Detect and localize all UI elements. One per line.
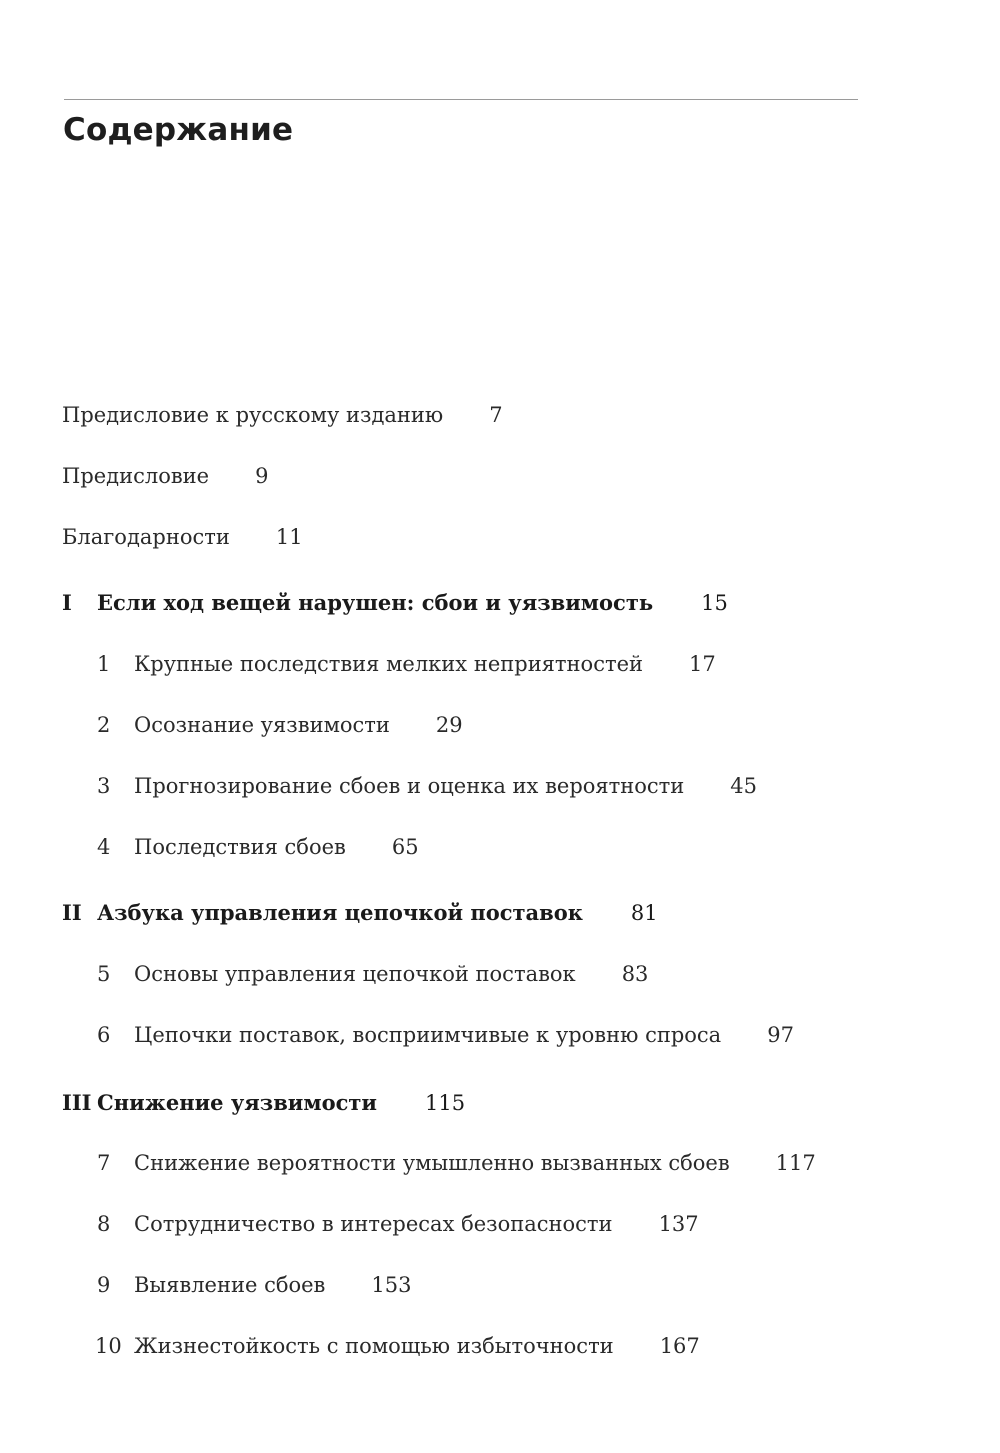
toc-part-page: 115 [425, 1091, 466, 1115]
toc-chapter-number: 1 [97, 652, 111, 676]
toc-chapter-page: 65 [391, 835, 419, 859]
toc-chapter-6[interactable] [97, 1021, 794, 1049]
toc-chapter-10[interactable] [95, 1332, 700, 1360]
toc-part-title: Если ход вещей нарушен: сбои и уязвимость [97, 590, 654, 615]
toc-chapter-page: 45 [730, 774, 758, 798]
toc-chapter-page: 97 [767, 1023, 794, 1047]
toc-chapter-page: 153 [371, 1273, 412, 1297]
toc-chapter-page: 17 [689, 652, 716, 676]
toc-entry-page: 9 [255, 464, 269, 488]
toc-chapter-number: 10 [95, 1334, 122, 1358]
toc-chapter-page: 137 [658, 1212, 699, 1236]
toc-chapter-7[interactable] [97, 1149, 816, 1177]
toc-part-number: II [62, 900, 82, 925]
toc-entry-page: 11 [275, 525, 303, 549]
toc-chapter-number: 6 [97, 1023, 111, 1047]
toc-chapter-4[interactable] [97, 833, 419, 861]
toc-part-title: Азбука управления цепочкой поставок [97, 900, 583, 925]
toc-part-title: Снижение уязвимости [97, 1090, 377, 1115]
toc-chapter-number: 4 [97, 835, 111, 859]
toc-entry-foreword[interactable] [62, 462, 268, 490]
toc-chapter-title: Выявление сбоев [134, 1273, 326, 1297]
toc-chapter-title: Осознание уязвимости [134, 713, 390, 737]
toc-part-1[interactable] [62, 589, 728, 617]
toc-part-number: I [62, 590, 72, 615]
toc-chapter-number: 9 [97, 1273, 111, 1297]
toc-part-3[interactable] [62, 1089, 466, 1117]
top-rule [64, 99, 858, 100]
toc-chapter-title: Сотрудничество в интересах безопасности [134, 1212, 613, 1236]
toc-chapter-title: Основы управления цепочкой поставок [134, 962, 576, 986]
toc-chapter-5[interactable] [97, 960, 649, 988]
toc-entry-title: Благодарности [62, 525, 230, 549]
toc-chapter-2[interactable] [97, 711, 463, 739]
toc-chapter-9[interactable] [97, 1271, 412, 1299]
page-title: Содержание [63, 112, 294, 148]
toc-chapter-8[interactable] [97, 1210, 699, 1238]
toc-chapter-page: 117 [775, 1151, 816, 1175]
toc-chapter-number: 2 [97, 713, 111, 737]
toc-chapter-1[interactable] [97, 650, 716, 678]
toc-chapter-title: Снижение вероятности умышленно вызванных сбоев [134, 1151, 730, 1175]
toc-chapter-page: 29 [435, 713, 463, 737]
toc-chapter-number: 5 [97, 962, 111, 986]
toc-chapter-page: 83 [621, 962, 649, 986]
toc-entry-title: Предисловие к русскому изданию [62, 403, 444, 427]
toc-entry-page: 7 [489, 403, 503, 427]
toc-part-number: III [62, 1090, 92, 1115]
toc-chapter-title: Цепочки поставок, восприимчивые к уровню спроса [134, 1023, 722, 1047]
toc-part-2[interactable] [62, 899, 658, 927]
toc-entry-title: Предисловие [62, 464, 210, 488]
toc-chapter-number: 3 [97, 774, 111, 798]
toc-chapter-title: Жизнестойкость с помощью избыточности [134, 1334, 614, 1358]
toc-entry-foreword-russian[interactable] [62, 401, 503, 429]
toc-chapter-number: 7 [97, 1151, 111, 1175]
toc-part-page: 81 [630, 901, 658, 925]
toc-part-page: 15 [701, 591, 728, 615]
toc-chapter-page: 167 [659, 1334, 700, 1358]
toc-chapter-title: Крупные последствия мелких неприятностей [134, 652, 643, 676]
toc-chapter-title: Прогнозирование сбоев и оценка их вероятности [134, 774, 685, 798]
toc-chapter-number: 8 [97, 1212, 111, 1236]
toc-entry-acknowledgements[interactable] [62, 523, 303, 551]
toc-chapter-title: Последствия сбоев [134, 835, 346, 859]
toc-chapter-3[interactable] [97, 772, 758, 800]
